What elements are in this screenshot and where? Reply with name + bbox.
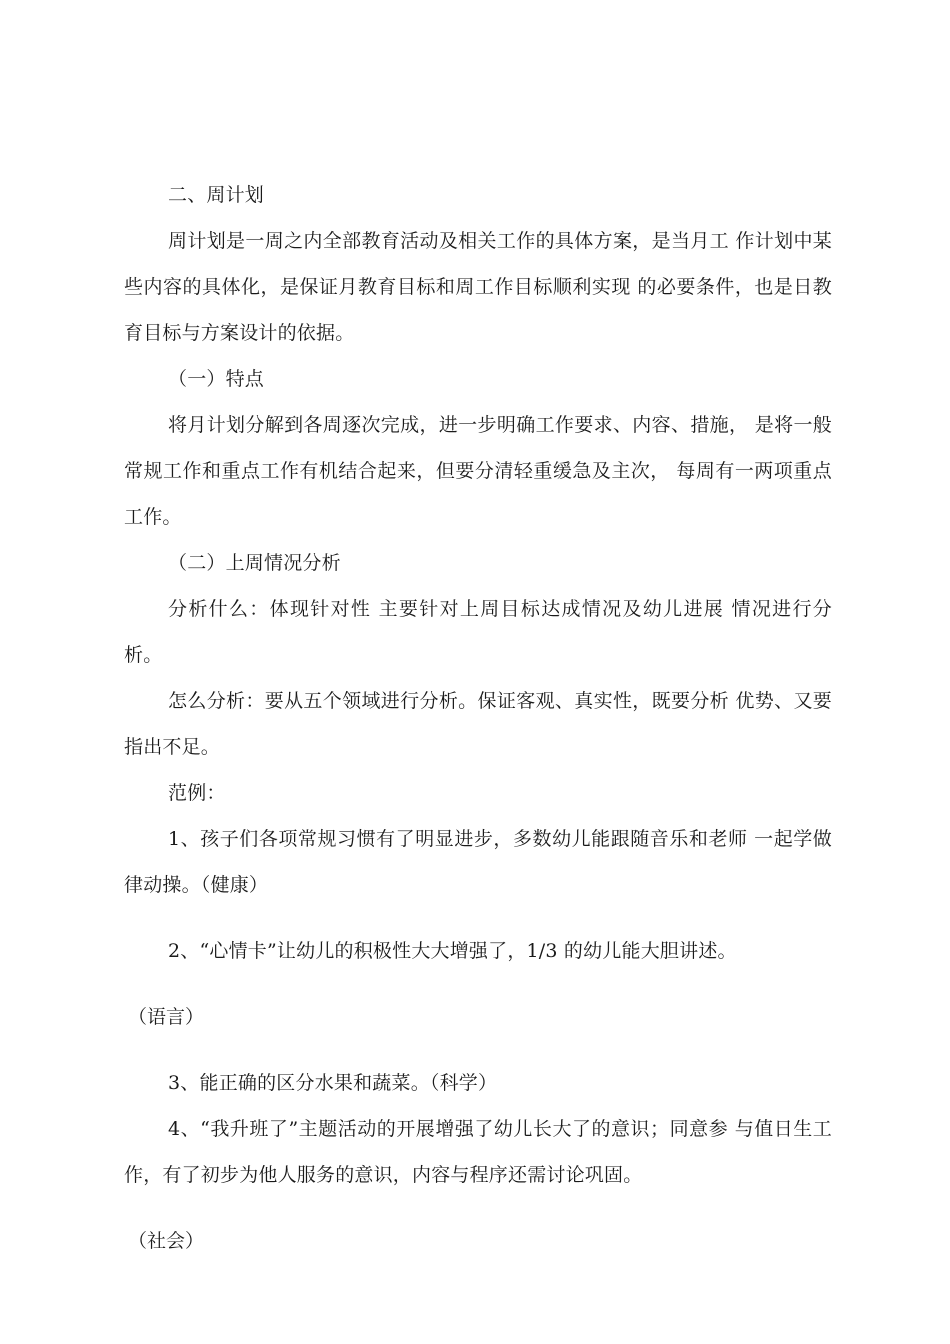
example-item-2: 2、“心情卡”让幼儿的积极性大大增强了，1/3 的幼儿能大胆讲述。 <box>168 940 737 962</box>
analysis-what-paragraph: 分析什么：体现针对性 主要针对上周目标达成情况及幼儿进展 情况进行分析。 <box>124 598 832 666</box>
analysis-how-paragraph: 怎么分析：要从五个领域进行分析。保证客观、真实性，既要分析 优势、又要指出不足。 <box>124 690 832 758</box>
features-title: （一）特点 <box>168 368 265 390</box>
example-item-2-tag: （语言） <box>128 1006 205 1028</box>
analysis-title: （二）上周情况分析 <box>168 552 341 574</box>
example-item-4: 4、“我升班了”主题活动的开展增强了幼儿长大了的意识；同意参 与值日生工作，有了初步为他人服务的意识，内容与程序还需讨论巩固。 <box>124 1118 832 1186</box>
example-item-3: 3、能正确的区分水果和蔬菜。（科学） <box>168 1072 498 1094</box>
example-label: 范例： <box>168 782 226 804</box>
example-item-4-tag: （社会） <box>128 1230 205 1252</box>
example-item-1: 1、孩子们各项常规习惯有了明显进步，多数幼儿能跟随音乐和老师 一起学做律动操。（健康） <box>124 828 832 896</box>
document-body <box>124 172 832 1264</box>
intro-paragraph: 周计划是一周之内全部教育活动及相关工作的具体方案，是当月工 作计划中某些内容的具体化，是保证月教育目标和周工作目标顺利实现 的必要条件，也是日教育目标与方案设计的依据。 <box>124 230 832 344</box>
features-paragraph: 将月计划分解到各周逐次完成，进一步明确工作要求、内容、措施， 是将一般常规工作和重点工作有机结合起来，但要分清轻重缓急及主次， 每周有一两项重点工作。 <box>124 414 832 528</box>
section-title: 二、周计划 <box>168 184 265 206</box>
